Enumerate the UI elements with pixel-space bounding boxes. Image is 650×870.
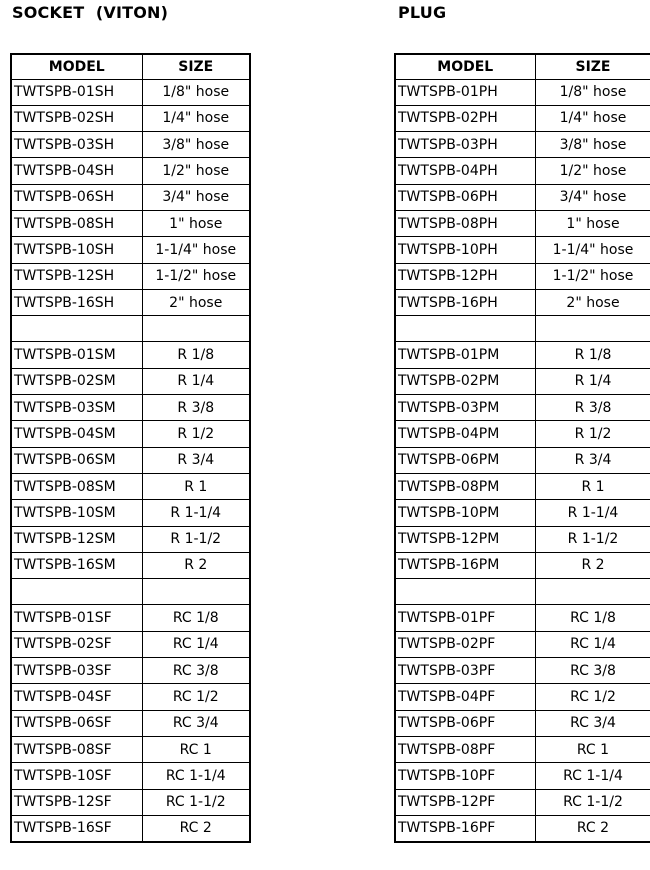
table-row [11, 395, 250, 421]
size-cell: R 1/2 [535, 421, 650, 447]
size-cell: RC 1/8 [142, 605, 250, 631]
table-row [395, 237, 650, 263]
table-row [11, 210, 250, 236]
size-cell: RC 3/8 [535, 658, 650, 684]
size-cell: 1/2" hose [142, 158, 250, 184]
size-cell: R 3/8 [142, 395, 250, 421]
table-row [11, 763, 250, 789]
table-row [11, 316, 250, 342]
size-cell: R 1/8 [535, 342, 650, 368]
size-cell: R 1-1/4 [535, 500, 650, 526]
table-row [11, 263, 250, 289]
model-cell: TWTSPB-10PH [395, 237, 535, 263]
table-row [11, 658, 250, 684]
table-row [11, 815, 250, 841]
model-cell: TWTSPB-06SM [11, 447, 142, 473]
table-row [11, 237, 250, 263]
model-cell: TWTSPB-03SH [11, 132, 142, 158]
size-cell [535, 579, 650, 605]
table-row [11, 105, 250, 131]
model-cell: TWTSPB-02SH [11, 105, 142, 131]
model-cell: TWTSPB-06SF [11, 710, 142, 736]
size-cell: R 1 [142, 473, 250, 499]
model-cell: TWTSPB-16SH [11, 289, 142, 315]
size-cell: RC 1/2 [142, 684, 250, 710]
table-row [11, 684, 250, 710]
model-cell: TWTSPB-04PM [395, 421, 535, 447]
size-cell: 1-1/2" hose [142, 263, 250, 289]
size-cell: 3/4" hose [535, 184, 650, 210]
model-cell: TWTSPB-01SH [11, 79, 142, 105]
model-cell: TWTSPB-06PF [395, 710, 535, 736]
size-cell: RC 1/4 [142, 631, 250, 657]
size-cell: 3/8" hose [142, 132, 250, 158]
model-cell: TWTSPB-04SH [11, 158, 142, 184]
model-cell: TWTSPB-02SM [11, 368, 142, 394]
plug-table [394, 53, 650, 843]
size-cell: RC 3/4 [535, 710, 650, 736]
size-cell: RC 1/8 [535, 605, 650, 631]
table-row [395, 815, 650, 841]
table-row [11, 473, 250, 499]
model-cell: TWTSPB-06SH [11, 184, 142, 210]
size-cell: 1-1/2" hose [535, 263, 650, 289]
size-cell: RC 1-1/4 [142, 763, 250, 789]
model-cell: TWTSPB-02PM [395, 368, 535, 394]
model-cell: TWTSPB-10SH [11, 237, 142, 263]
model-cell: TWTSPB-10SF [11, 763, 142, 789]
table-row [395, 105, 650, 131]
table-row [11, 710, 250, 736]
model-cell [11, 316, 142, 342]
model-cell: TWTSPB-04PH [395, 158, 535, 184]
size-cell: 2" hose [535, 289, 650, 315]
model-cell: TWTSPB-16SM [11, 552, 142, 578]
size-column-header: SIZE [142, 54, 250, 79]
table-row [395, 605, 650, 631]
model-cell: TWTSPB-08SM [11, 473, 142, 499]
size-cell: RC 1 [535, 736, 650, 762]
table-row [11, 368, 250, 394]
model-cell: TWTSPB-10PM [395, 500, 535, 526]
model-cell: TWTSPB-01PM [395, 342, 535, 368]
size-cell: R 1 [535, 473, 650, 499]
table-row [11, 526, 250, 552]
table-row [395, 684, 650, 710]
size-cell: 3/8" hose [535, 132, 650, 158]
plug-title: PLUG [398, 3, 447, 22]
size-cell: 3/4" hose [142, 184, 250, 210]
model-cell: TWTSPB-10SM [11, 500, 142, 526]
table-row [395, 132, 650, 158]
size-column-header: SIZE [535, 54, 650, 79]
table-row [395, 210, 650, 236]
model-cell: TWTSPB-12SM [11, 526, 142, 552]
model-cell: TWTSPB-16SF [11, 815, 142, 841]
model-cell [11, 579, 142, 605]
table-row [395, 368, 650, 394]
model-column-header: MODEL [395, 54, 535, 79]
table-row [395, 658, 650, 684]
table-row [11, 132, 250, 158]
size-cell [142, 579, 250, 605]
size-cell: R 1/2 [142, 421, 250, 447]
size-cell: 1/2" hose [535, 158, 650, 184]
model-cell: TWTSPB-04PF [395, 684, 535, 710]
table-row [395, 552, 650, 578]
table-row [11, 500, 250, 526]
model-cell: TWTSPB-16PH [395, 289, 535, 315]
size-cell: R 1-1/2 [535, 526, 650, 552]
size-cell: R 3/4 [535, 447, 650, 473]
table-row [395, 184, 650, 210]
plug-table-body [395, 79, 650, 842]
table-row [11, 736, 250, 762]
table-row [11, 79, 250, 105]
model-cell: TWTSPB-06PH [395, 184, 535, 210]
model-cell: TWTSPB-01SM [11, 342, 142, 368]
size-cell [535, 316, 650, 342]
size-cell: RC 3/8 [142, 658, 250, 684]
size-cell: RC 1-1/2 [142, 789, 250, 815]
table-row [11, 184, 250, 210]
size-cell: RC 1/4 [535, 631, 650, 657]
model-cell: TWTSPB-06PM [395, 447, 535, 473]
table-row [395, 447, 650, 473]
size-cell: R 3/8 [535, 395, 650, 421]
table-row [11, 158, 250, 184]
model-cell [395, 579, 535, 605]
size-cell: RC 1-1/4 [535, 763, 650, 789]
size-cell: R 3/4 [142, 447, 250, 473]
table-row [395, 342, 650, 368]
size-cell: 2" hose [142, 289, 250, 315]
table-row [11, 552, 250, 578]
size-cell: R 1/4 [142, 368, 250, 394]
model-cell: TWTSPB-12PF [395, 789, 535, 815]
table-row [395, 631, 650, 657]
size-cell: R 2 [142, 552, 250, 578]
table-row [395, 763, 650, 789]
table-row [395, 421, 650, 447]
table-row [395, 473, 650, 499]
size-cell: 1/8" hose [535, 79, 650, 105]
size-cell: 1/4" hose [142, 105, 250, 131]
table-row [395, 526, 650, 552]
table-row [395, 710, 650, 736]
model-cell: TWTSPB-08PF [395, 736, 535, 762]
model-cell: TWTSPB-16PM [395, 552, 535, 578]
model-cell: TWTSPB-08SH [11, 210, 142, 236]
size-cell: 1" hose [142, 210, 250, 236]
size-cell: 1-1/4" hose [535, 237, 650, 263]
model-cell: TWTSPB-02PH [395, 105, 535, 131]
table-row [11, 421, 250, 447]
size-cell: 1/8" hose [142, 79, 250, 105]
size-cell: RC 1 [142, 736, 250, 762]
table-row [395, 263, 650, 289]
model-cell: TWTSPB-08PH [395, 210, 535, 236]
model-cell: TWTSPB-01PH [395, 79, 535, 105]
size-cell: 1" hose [535, 210, 650, 236]
model-cell: TWTSPB-01SF [11, 605, 142, 631]
table-row [395, 579, 650, 605]
model-cell: TWTSPB-10PF [395, 763, 535, 789]
model-cell: TWTSPB-02PF [395, 631, 535, 657]
size-cell: R 1-1/2 [142, 526, 250, 552]
size-cell: R 1-1/4 [142, 500, 250, 526]
size-cell: RC 2 [535, 815, 650, 841]
size-cell: R 2 [535, 552, 650, 578]
table-row [11, 447, 250, 473]
table-row [11, 789, 250, 815]
table-row [11, 605, 250, 631]
size-cell [142, 316, 250, 342]
size-cell: RC 2 [142, 815, 250, 841]
table-row [395, 736, 650, 762]
model-cell: TWTSPB-12PM [395, 526, 535, 552]
table-row [395, 79, 650, 105]
model-cell: TWTSPB-08SF [11, 736, 142, 762]
model-cell: TWTSPB-08PM [395, 473, 535, 499]
model-cell: TWTSPB-02SF [11, 631, 142, 657]
model-cell: TWTSPB-03SM [11, 395, 142, 421]
model-cell: TWTSPB-12PH [395, 263, 535, 289]
size-cell: R 1/8 [142, 342, 250, 368]
socket-title: SOCKET (VITON) [12, 3, 169, 22]
size-cell: RC 1/2 [535, 684, 650, 710]
model-cell: TWTSPB-04SM [11, 421, 142, 447]
table-row [395, 289, 650, 315]
table-row [395, 316, 650, 342]
model-cell: TWTSPB-03SF [11, 658, 142, 684]
model-cell [395, 316, 535, 342]
model-cell: TWTSPB-03PH [395, 132, 535, 158]
model-cell: TWTSPB-12SH [11, 263, 142, 289]
table-row [395, 500, 650, 526]
model-cell: TWTSPB-03PM [395, 395, 535, 421]
table-row [395, 395, 650, 421]
model-cell: TWTSPB-16PF [395, 815, 535, 841]
table-header-row [395, 54, 650, 79]
size-cell: 1/4" hose [535, 105, 650, 131]
table-row [11, 631, 250, 657]
model-column-header: MODEL [11, 54, 142, 79]
model-cell: TWTSPB-04SF [11, 684, 142, 710]
table-row [11, 342, 250, 368]
size-cell: RC 1-1/2 [535, 789, 650, 815]
table-row [395, 789, 650, 815]
model-cell: TWTSPB-03PF [395, 658, 535, 684]
table-header-row [11, 54, 250, 79]
model-cell: TWTSPB-12SF [11, 789, 142, 815]
table-row [395, 158, 650, 184]
socket-table [10, 53, 251, 843]
model-cell: TWTSPB-01PF [395, 605, 535, 631]
socket-table-body [11, 79, 250, 842]
table-row [11, 579, 250, 605]
size-cell: RC 3/4 [142, 710, 250, 736]
size-cell: R 1/4 [535, 368, 650, 394]
table-row [11, 289, 250, 315]
size-cell: 1-1/4" hose [142, 237, 250, 263]
